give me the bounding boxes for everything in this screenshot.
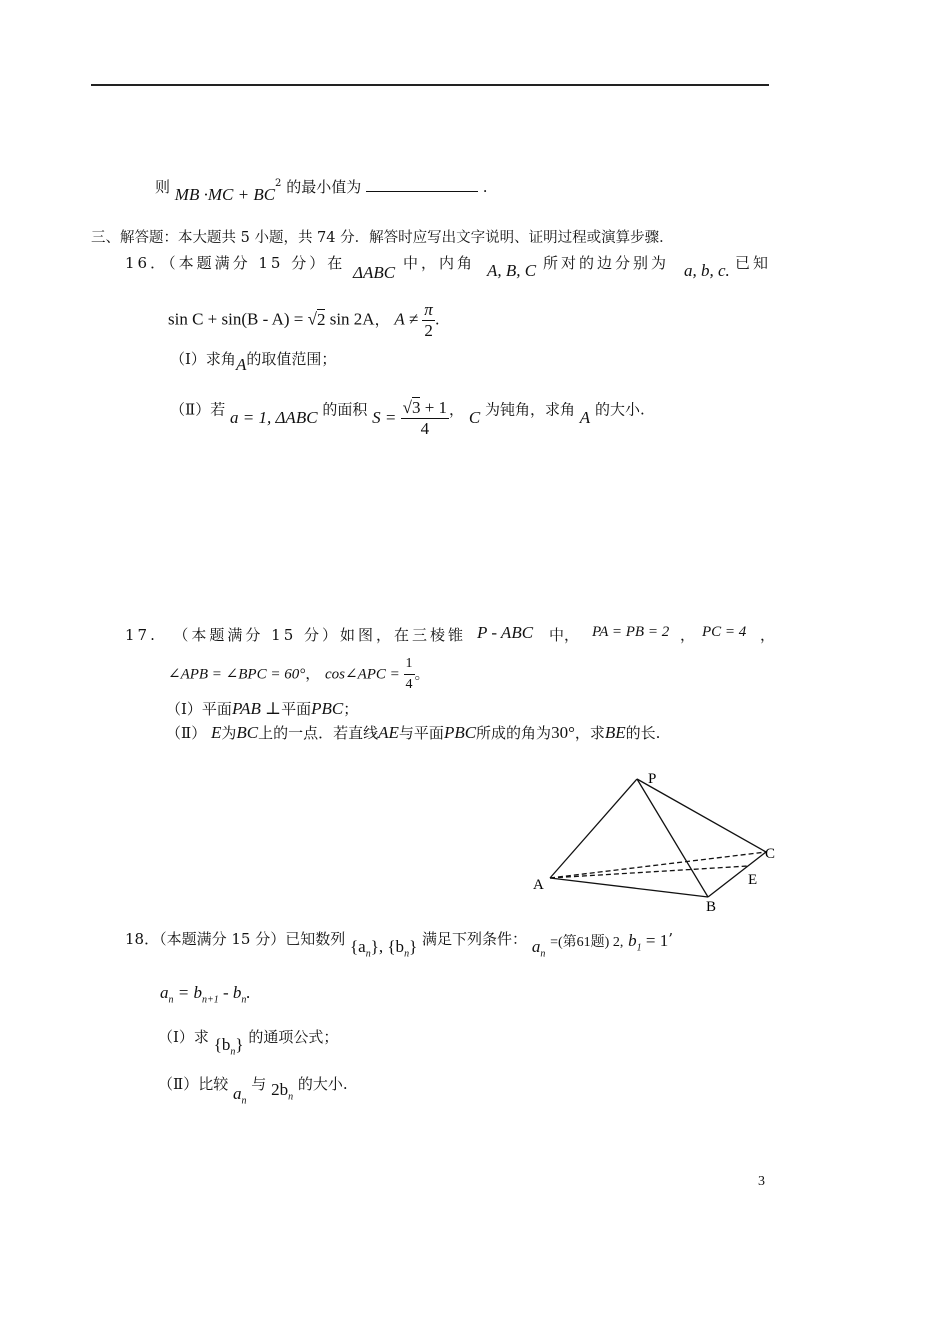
vertex-label-B: B [706, 899, 717, 915]
q16-sides: a, b, c. [684, 261, 730, 280]
q16-part2: （Ⅱ）若 a = 1, ΔABC 的面积 S = $\frac{√3 + 1}{4}$ ， C 为钝角，求角 A 的大小. [170, 398, 645, 438]
vertex-label-E: E [748, 872, 758, 888]
q18-part2: （Ⅱ）比较 $a_n$ 与 $2b_n$ 的大小. [158, 1075, 348, 1107]
q17-pyramid: P - ABC [477, 623, 534, 642]
section-heading: 三、解答题：本大题共 5 小题，共 74 分．解答时应写出文字说明、证明过程或演算步骤． [91, 230, 674, 246]
edge-AB [550, 878, 708, 897]
header-rule [91, 84, 769, 86]
q15-tail: 则 MB $\cdot MC + BC^2$ 的最小值为 . [155, 178, 488, 204]
q16-part1: （Ⅰ）求角A的取值范围； [170, 350, 337, 374]
q15-expression: MB ·MC + BC [174, 185, 276, 204]
answer-blank[interactable] [366, 177, 478, 192]
edge-BC [708, 852, 766, 897]
edge-AE-hidden [550, 866, 748, 878]
page-number: 3 [758, 1174, 765, 1189]
pyramid-figure [520, 765, 790, 915]
q17-part2: （Ⅱ） E为BC上的一点．若直线AE与平面PBC所成的角为30°，求BE的长. [166, 723, 661, 742]
q17-conditions: ∠APB = ∠BPC = 60°， cos∠APC = $\frac{1}{4}$ 。 [168, 656, 430, 692]
q16-angles: A, B, C [487, 261, 537, 280]
q18-relation: $a_n = b_{n+1} - b_n$. [160, 983, 251, 1006]
edge-PB [637, 779, 708, 897]
q16-statement: 16．（本题满分 15 分）在 [125, 254, 346, 272]
edge-PA [550, 779, 637, 878]
vertex-label-C: C [765, 846, 776, 862]
q17-statement: 17. （本题满分 15 分）如图，在三棱锥 [125, 626, 467, 644]
edge-PC [637, 779, 766, 852]
edge-AC-hidden [550, 852, 766, 878]
q18-part1: （Ⅰ）求 $\{b_n\}$ 的通项公式； [158, 1028, 339, 1058]
q16-equation: sin C + sin(B - A) = √2 sin 2A， A ≠ $\frac{\pi}{2}$ . [168, 300, 440, 340]
vertex-label-P: P [648, 771, 657, 787]
q16-triangle: ΔABC [353, 263, 396, 282]
q17-part1: （Ⅰ）平面PAB ⊥平面PBC； [166, 699, 359, 718]
q18-statement: 18．（本题满分 15 分）已知数列 $\{a_n\}$, $\{b_n\}$ 满足下列条件： $a_n$ =(第61题) 2, $b_1 = 1$’ [125, 930, 673, 960]
vertex-label-A: A [533, 877, 544, 893]
